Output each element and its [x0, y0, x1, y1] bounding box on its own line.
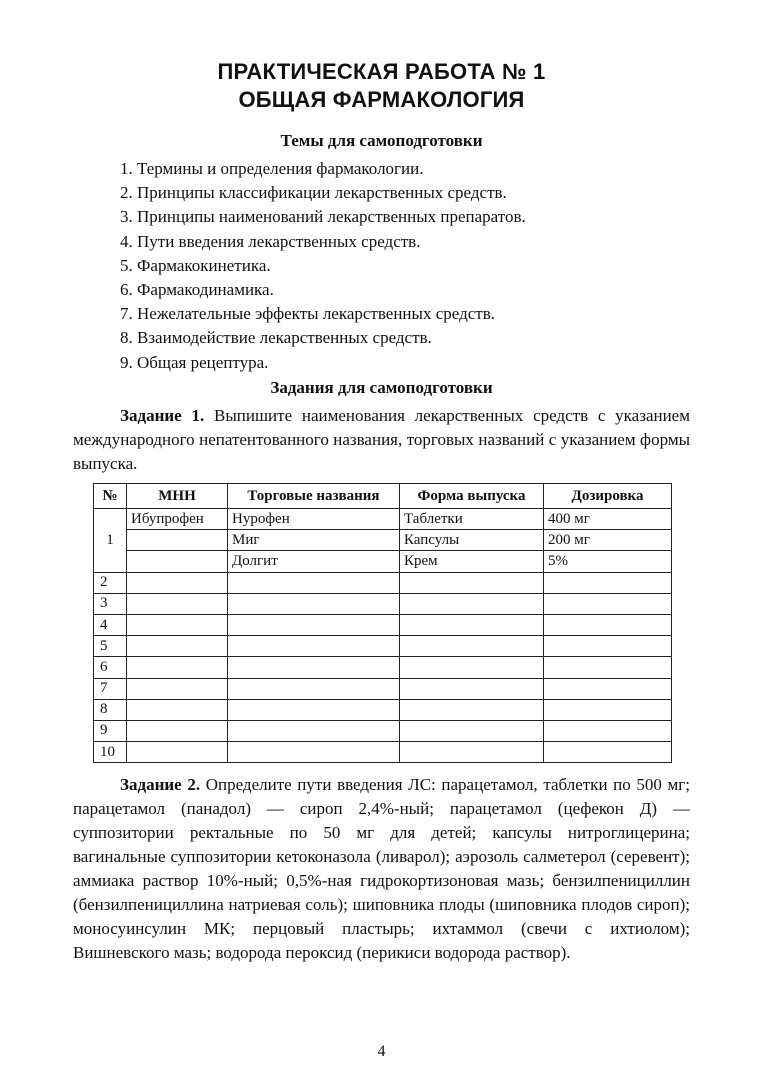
row-number: 8	[94, 699, 127, 720]
row-number: 2	[94, 572, 127, 593]
mnn-cell	[127, 657, 228, 678]
form-cell	[400, 678, 544, 699]
table-row	[94, 657, 672, 678]
form-cell	[400, 699, 544, 720]
mnn-cell: Ибупрофен	[127, 509, 228, 530]
form-cell	[400, 742, 544, 763]
table-row	[94, 720, 672, 741]
header-trade-names: Торговые названия	[228, 484, 400, 509]
row-number: 6	[94, 657, 127, 678]
topics-heading: Темы для самоподготовки	[280, 131, 483, 150]
header-number: №	[94, 484, 127, 509]
form-cell	[400, 572, 544, 593]
page-number: 4	[377, 1043, 386, 1060]
dose-cell: 200 мг	[544, 530, 672, 551]
form-cell: Крем	[400, 551, 544, 572]
task1-label: Задание 1.	[120, 406, 205, 425]
dose-cell	[544, 699, 672, 720]
trade-name-cell: Нурофен	[228, 509, 400, 530]
dose-cell	[544, 720, 672, 741]
tasks-heading: Задания для самоподготовки	[270, 378, 493, 397]
form-cell	[400, 593, 544, 614]
dose-cell	[544, 614, 672, 635]
table-row	[94, 636, 672, 657]
list-item: 5. Фармакокинетика.	[120, 255, 271, 275]
list-item: 6. Фармакодинамика.	[120, 279, 274, 299]
dose-cell	[544, 742, 672, 763]
mnn-cell	[127, 614, 228, 635]
table-row	[94, 593, 672, 614]
topics-list	[120, 157, 526, 375]
header-dosage: Дозировка	[544, 484, 672, 509]
mnn-cell	[127, 530, 228, 551]
dose-cell	[544, 678, 672, 699]
list-item: 1. Термины и определения фармакологии.	[120, 159, 424, 178]
mnn-cell	[127, 699, 228, 720]
trade-name-cell	[228, 572, 400, 593]
list-item: 2. Принципы классификации лекарственных средств.	[120, 183, 507, 203]
mnn-cell	[127, 742, 228, 763]
trade-name-cell	[228, 636, 400, 657]
list-item: 3. Принципы наименований лекарственных препаратов.	[120, 207, 526, 227]
page-title-line2: ОБЩАЯ ФАРМАКОЛОГИЯ	[238, 87, 525, 112]
row-number: 5	[94, 636, 127, 657]
row-number: 10	[94, 742, 127, 763]
form-cell	[400, 657, 544, 678]
mnn-cell	[127, 636, 228, 657]
trade-name-cell	[228, 593, 400, 614]
dose-cell: 5%	[544, 551, 672, 572]
row-number: 9	[94, 720, 127, 741]
header-form: Форма выпуска	[400, 484, 544, 509]
dose-cell: 400 мг	[544, 509, 672, 530]
task1-text: Выпишите наименования лекарственных средств с указанием международного непатентованного названия, торговых названий с указанием формы выпуска.	[73, 406, 690, 473]
list-item: 8. Взаимодействие лекарственных средств.	[120, 328, 432, 348]
table-row	[94, 572, 672, 593]
task1-paragraph	[73, 404, 690, 476]
row-number: 1	[94, 509, 127, 573]
dose-cell	[544, 636, 672, 657]
trade-name-cell: Долгит	[228, 551, 400, 572]
row-number: 7	[94, 678, 127, 699]
table-row	[94, 614, 672, 635]
trade-name-cell	[228, 614, 400, 635]
row-number: 3	[94, 593, 127, 614]
table-row	[94, 551, 672, 572]
table-row	[94, 530, 672, 551]
table-row	[94, 509, 672, 530]
trade-name-cell	[228, 742, 400, 763]
table-header-row	[94, 484, 672, 509]
header-mnn: МНН	[127, 484, 228, 509]
form-cell	[400, 614, 544, 635]
row-number: 4	[94, 614, 127, 635]
mnn-cell	[127, 593, 228, 614]
trade-name-cell	[228, 720, 400, 741]
mnn-cell	[127, 678, 228, 699]
trade-name-cell	[228, 678, 400, 699]
trade-name-cell: Миг	[228, 530, 400, 551]
task2-label: Задание 2.	[120, 775, 201, 794]
list-item: 4. Пути введения лекарственных средств.	[120, 231, 421, 251]
task2-paragraph	[73, 773, 690, 965]
dose-cell	[544, 572, 672, 593]
trade-name-cell	[228, 657, 400, 678]
list-item: 9. Общая рецептура.	[120, 352, 269, 372]
mnn-cell	[127, 720, 228, 741]
table-row	[94, 678, 672, 699]
dose-cell	[544, 657, 672, 678]
form-cell: Капсулы	[400, 530, 544, 551]
drugs-table	[93, 483, 672, 763]
form-cell: Таблетки	[400, 509, 544, 530]
mnn-cell	[127, 551, 228, 572]
form-cell	[400, 636, 544, 657]
trade-name-cell	[228, 699, 400, 720]
dose-cell	[544, 593, 672, 614]
table-row	[94, 742, 672, 763]
table-row	[94, 699, 672, 720]
page-title-line1: ПРАКТИЧЕСКАЯ РАБОТА № 1	[217, 59, 546, 84]
form-cell	[400, 720, 544, 741]
task2-text: Определите пути введения ЛС: парацетамол, таблетки по 500 мг; парацетамол (панадол) — сироп 2,4%-ный; парацетамол (цефекон Д) — суппозитории ректальные по 50 мг для детей; капсулы нитроглицерина; вагинальные суппозитории кетоконазола (ливарол); аэрозоль салметерол (серевент); аммиака раствор 10%-ный; 0,5%-ная гидрокортизоновая мазь; бензилпенициллин (бензилпенициллина натриевая соль); шиповника плоды (шиповника плодов сироп); моносуинсулин МК; перцовый пластырь; ихтаммол (свечи с ихтиолом); Вишневского мазь; водорода пероксид (перикиси водорода раствор).	[73, 775, 690, 962]
list-item: 7. Нежелательные эффекты лекарственных средств.	[120, 304, 495, 324]
mnn-cell	[127, 572, 228, 593]
